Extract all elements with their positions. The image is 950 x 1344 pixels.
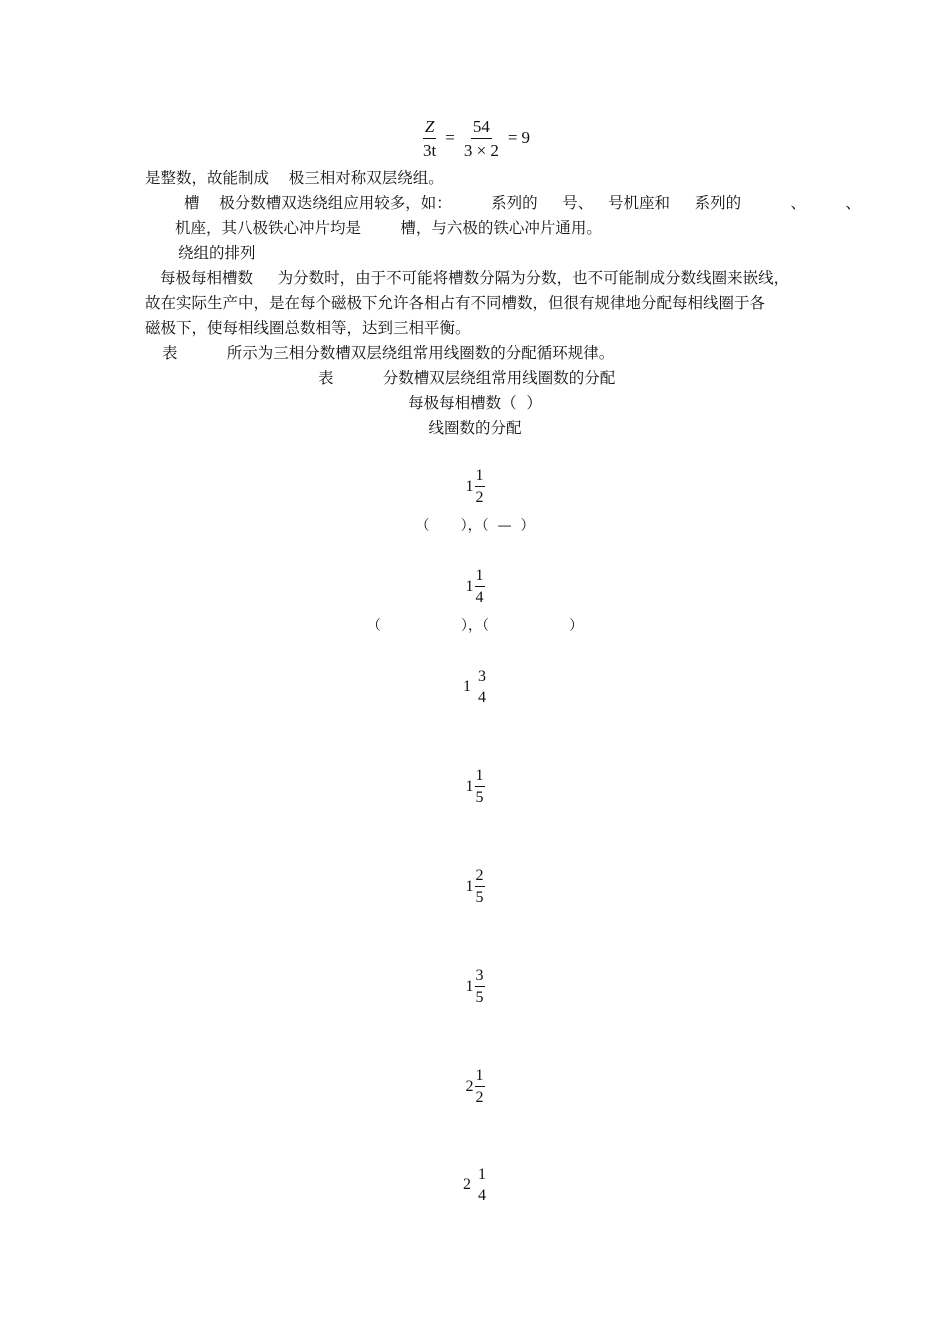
paragraph-line-1: 是整数，故能制成 极三相对称双层绕组。	[145, 169, 444, 187]
mixed-denominator: 4	[475, 589, 484, 606]
formula-lhs-numerator: Z	[423, 117, 436, 139]
formula-mid-numerator: 54	[471, 117, 492, 139]
table-header-slots-per-pole-phase: 每极每相槽数（ ）	[408, 394, 542, 412]
table-row-mixed-number	[0, 566, 950, 607]
mixed-numerator: 1	[475, 766, 485, 787]
slot-formula	[418, 113, 530, 163]
mixed-fraction	[477, 1165, 487, 1205]
paragraph-line-6: 故在实际生产中，是在每个磁极下允许各相占有不同槽数，但很有规律地分配每相线圈于各	[145, 294, 766, 312]
mixed-numerator: 1	[478, 1166, 486, 1183]
mixed-fraction	[475, 766, 485, 807]
mixed-denominator: 5	[475, 889, 484, 906]
mixed-fraction	[475, 566, 485, 607]
mixed-numerator: 3	[475, 966, 485, 987]
mixed-whole: 1	[465, 577, 474, 595]
mixed-fraction	[475, 466, 485, 507]
formula-lhs-denominator	[421, 139, 438, 160]
mixed-fraction	[477, 667, 487, 707]
mixed-denominator: 5	[475, 789, 484, 806]
formula-equals-1: =	[445, 128, 455, 147]
table-row-mixed-number	[0, 1066, 950, 1107]
mixed-whole: 1	[465, 977, 474, 995]
table-caption: 表 分数槽双层绕组常用线圈数的分配	[318, 369, 616, 387]
table-row-mixed-number	[0, 466, 950, 507]
paragraph-line-7: 磁极下，使每相线圈总数相等，达到三相平衡。	[145, 319, 471, 337]
formula-equals-2: =	[507, 128, 518, 147]
mixed-denominator: 4	[478, 689, 486, 706]
formula-fraction-lhs	[421, 117, 438, 160]
mixed-whole: 2	[465, 1077, 474, 1095]
mixed-numerator: 1	[475, 566, 485, 587]
paragraph-line-5: 每极每相槽数 为分数时，由于不可能将槽数分隔为分数，也不可能制成分数线圈来嵌线，	[160, 269, 790, 287]
mixed-whole: 1	[463, 678, 471, 695]
table-row-coil-note: （ ），（ ）	[366, 618, 584, 634]
formula-lhs-denominator-text: 3t	[423, 140, 437, 160]
mixed-denominator: 4	[478, 1187, 486, 1204]
mixed-fraction	[475, 866, 485, 907]
mixed-fraction	[475, 1066, 485, 1107]
formula-mid-denominator: 3 × 2	[463, 140, 499, 160]
mixed-numerator: 1	[475, 466, 485, 487]
mixed-denominator: 2	[475, 1089, 484, 1106]
table-header-coil-distribution: 线圈数的分配	[428, 419, 522, 437]
paragraph-line-8: 表 所示为三相分数槽双层绕组常用线圈数的分配循环规律。	[162, 344, 615, 362]
mixed-numerator: 1	[475, 1066, 485, 1087]
paragraph-line-3: 机座，其八极铁心冲片均是 槽，与六极的铁心冲片通用。	[175, 219, 602, 237]
mixed-denominator: 2	[475, 489, 484, 506]
mixed-numerator: 2	[475, 866, 485, 887]
mixed-whole: 2	[463, 1176, 471, 1193]
formula-result: 9	[521, 128, 531, 147]
table-row-mixed-number	[0, 866, 950, 907]
mixed-whole: 1	[465, 877, 474, 895]
formula-fraction-mid	[462, 117, 501, 160]
mixed-whole: 1	[465, 777, 474, 795]
table-row-mixed-number	[0, 667, 950, 707]
mixed-fraction	[475, 966, 485, 1007]
mixed-whole: 1	[465, 477, 474, 495]
mixed-denominator: 5	[475, 989, 484, 1006]
table-row-mixed-number	[0, 966, 950, 1007]
table-row-mixed-number	[0, 766, 950, 807]
section-heading-winding-arrangement: 绕组的排列	[178, 244, 256, 262]
paragraph-line-2: 槽 极分数槽双迭绕组应用较多，如： 系列的 号、 号机座和 系列的 、 、	[184, 194, 861, 212]
table-row-mixed-number	[0, 1165, 950, 1205]
mixed-numerator: 3	[478, 668, 486, 685]
table-row-coil-note: （ ），（ — ）	[415, 518, 535, 534]
